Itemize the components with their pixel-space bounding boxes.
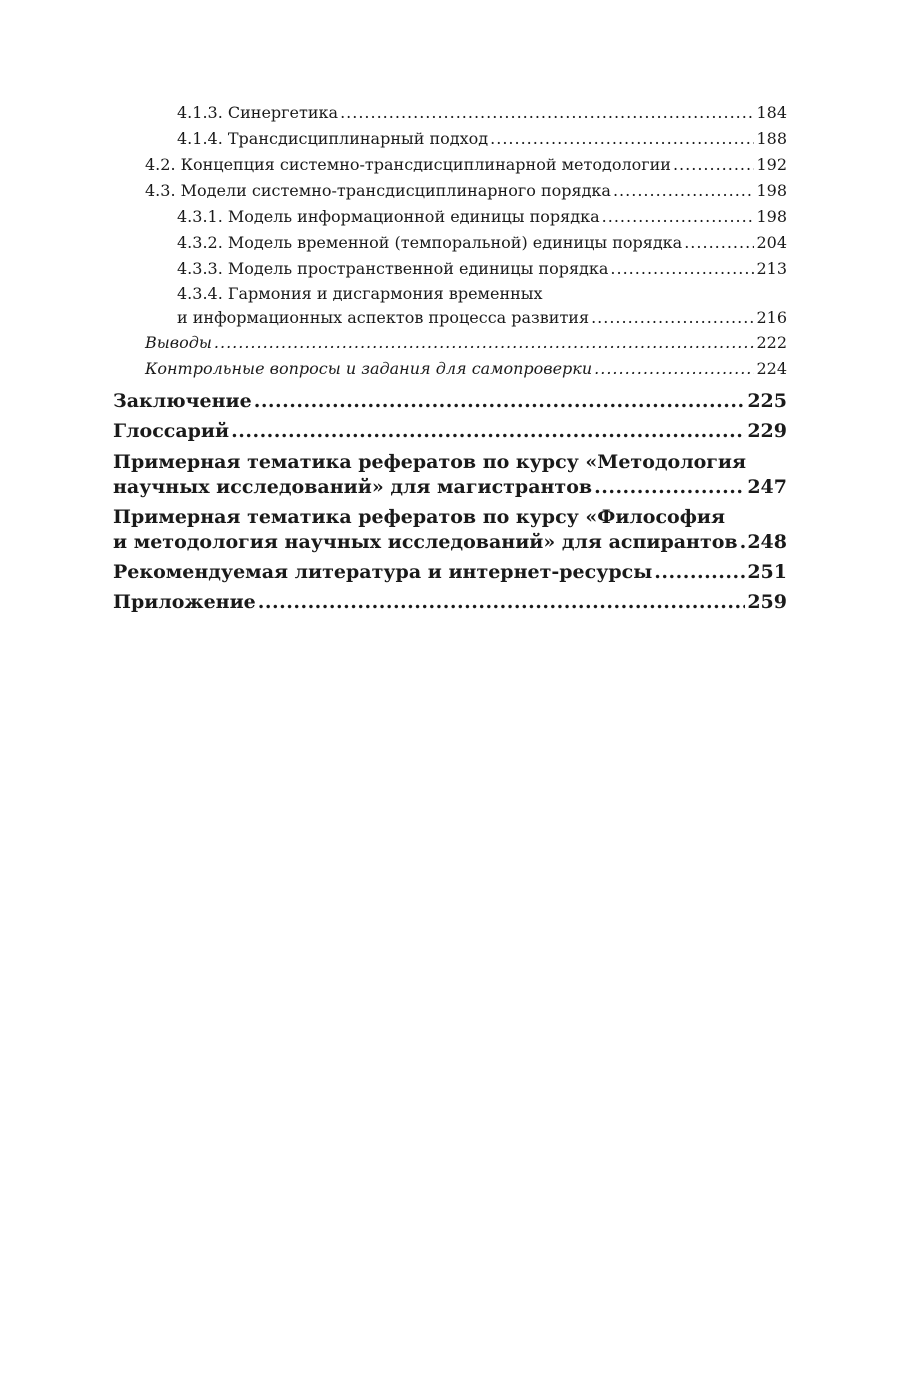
leader-dots [654, 557, 745, 587]
toc-entry-title-line: Примерная тематика рефератов по курсу «Философия [113, 506, 725, 528]
leader-dots [610, 256, 754, 282]
leader-dots [684, 230, 754, 256]
toc-entry[interactable] [113, 416, 787, 446]
toc-entry-title: Выводы [145, 333, 212, 352]
toc-entry[interactable] [113, 230, 787, 256]
leader-dots [613, 178, 754, 204]
toc-page-number: 216 [756, 308, 787, 327]
toc-entry[interactable] [113, 450, 787, 500]
toc-entry[interactable] [113, 152, 787, 178]
toc-entry-title: Заключение [113, 390, 252, 412]
toc-entry[interactable] [113, 356, 787, 382]
toc-page-number: 225 [747, 390, 787, 412]
leader-dots [490, 126, 754, 152]
toc-entry[interactable] [113, 126, 787, 152]
toc-entry-title-line: 4.3.4. Гармония и дисгармония временных [177, 284, 543, 303]
toc-entry[interactable] [113, 100, 787, 126]
toc-entry-title: 4.1.3. Синергетика [177, 103, 339, 122]
toc-page-number: 198 [756, 207, 787, 226]
toc-entry-title-line: научных исследований» для магистрантов [113, 476, 593, 498]
toc-entry-title-line: Примерная тематика рефератов по курсу «Методология [113, 451, 747, 473]
toc-page-number: 204 [756, 233, 787, 252]
leader-dots [594, 356, 754, 382]
leader-dots [214, 330, 755, 356]
leader-dots [258, 587, 746, 617]
toc-entry-title: 4.3.3. Модель пространственной единицы порядка [177, 259, 609, 278]
toc-entry-title: Рекомендуемая литература и интернет-ресурсы [113, 561, 653, 583]
toc-entry[interactable] [113, 557, 787, 587]
leader-dots [673, 152, 754, 178]
toc-entry-title: 4.3.1. Модель информационной единицы порядка [177, 207, 600, 226]
leader-dots [602, 204, 755, 230]
toc-entry-title-line: и методология научных исследований» для аспирантов [113, 531, 738, 553]
toc-entry-title: 4.3. Модели системно-трансдисциплинарного порядка [145, 181, 611, 200]
toc-page-number: 224 [756, 359, 787, 378]
toc-entry-title: Контрольные вопросы и задания для самопроверки [145, 359, 593, 378]
toc-page-number: 222 [756, 333, 787, 352]
toc-entry[interactable] [113, 330, 787, 356]
leader-dots [594, 475, 745, 500]
toc-entry[interactable] [113, 282, 787, 330]
toc-entry-title: 4.1.4. Трансдисциплинарный подход [177, 129, 489, 148]
toc-entry-title: Глоссарий [113, 420, 230, 442]
toc-entry[interactable] [113, 204, 787, 230]
table-of-contents [113, 100, 787, 617]
toc-entry-title: 4.2. Концепция системно-трансдисциплинарной методологии [145, 155, 671, 174]
toc-page-number: 184 [756, 103, 787, 122]
leader-dots [591, 306, 754, 330]
toc-page-number: 213 [756, 259, 787, 278]
toc-entry-title: 4.3.2. Модель временной (темпоральной) единицы порядка [177, 233, 683, 252]
leader-dots [254, 386, 746, 416]
toc-page-number: 248 [747, 531, 787, 553]
toc-page-number: 192 [756, 155, 787, 174]
toc-page-number: 251 [747, 561, 787, 583]
toc-page-number: 198 [756, 181, 787, 200]
toc-entry[interactable] [113, 505, 787, 555]
toc-entry[interactable] [113, 256, 787, 282]
toc-page-number: 188 [756, 129, 787, 148]
toc-page-number: 247 [747, 476, 787, 498]
toc-entry-title: Приложение [113, 591, 256, 613]
leader-dots [340, 100, 754, 126]
toc-entry[interactable] [113, 587, 787, 617]
toc-entry[interactable] [113, 386, 787, 416]
leader-dots [740, 530, 746, 555]
toc-page-number: 229 [747, 420, 787, 442]
toc-entry[interactable] [113, 178, 787, 204]
toc-entry-title-line: и информационных аспектов процесса развития [177, 308, 590, 327]
toc-page-number: 259 [747, 591, 787, 613]
leader-dots [231, 416, 745, 446]
